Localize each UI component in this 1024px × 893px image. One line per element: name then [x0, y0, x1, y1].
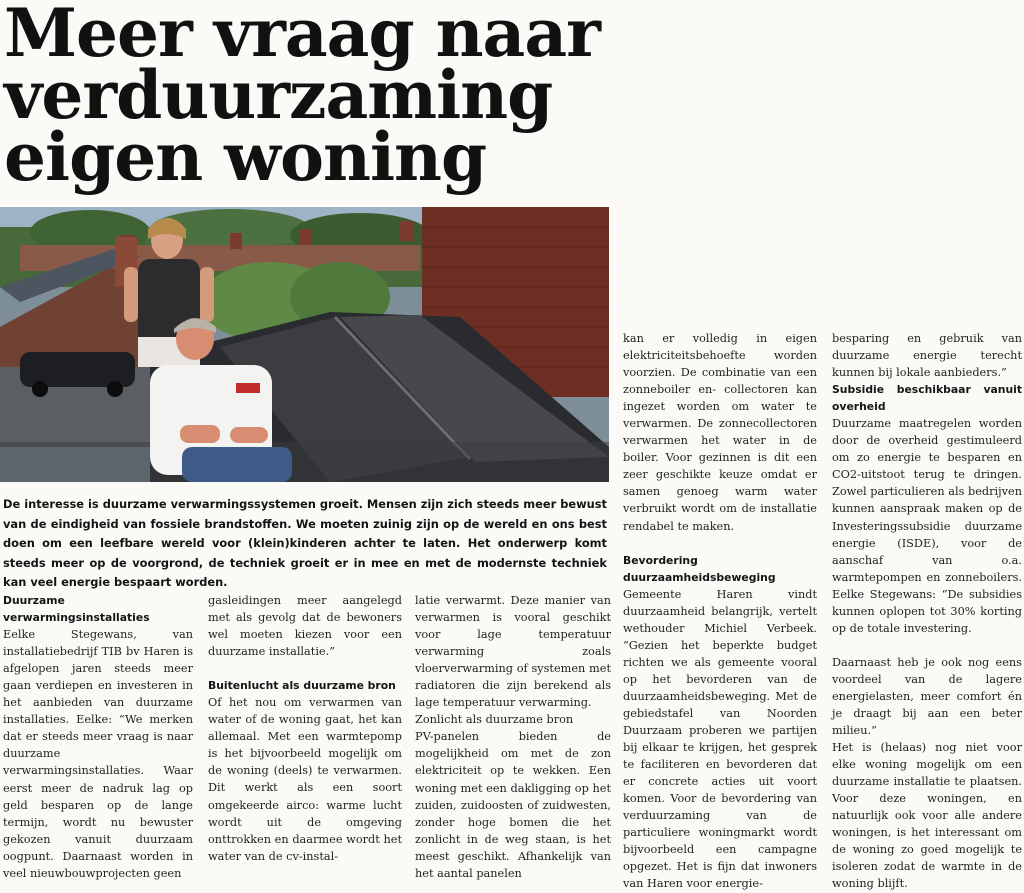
headline-line-1: Meer vraag naar [4, 0, 600, 72]
article-intro: De interesse is duurzame verwarmingssystemen groeit. Mensen zijn zich steeds meer bewust van de eindigheid van fossiele brandstoffen. We moeten zuinig zijn op de wereld en ons best doen om een leefbare wereld voor (klein)kinderen achter te laten. Het onderwerp komt steeds meer op de voorgrond, de techniek groeit er in mee en met de modernste techniek kan veel energie bespaart worden. [3, 497, 607, 590]
paragraph: Het is (helaas) nog niet voor elke woning mogelijk om een duurzame installatie te plaatsen. Voor deze woningen, en natuurlijk ook voor alle andere woningen, is het interessant om de woning zo goed mogelijk te isoleren zodat de warmte in de woning blijft. [832, 741, 1022, 891]
headline-line-3: eigen woning [4, 118, 487, 196]
article-column-3 [415, 592, 611, 882]
rooftop-photo-illustration [0, 207, 609, 482]
paragraph: Daarnaast heb je ook nog eens voordeel van de lagere energielasten, meer comfort én je draagt bij aan een beter milieu.” [832, 655, 1022, 738]
article-column-1 [3, 592, 193, 882]
paragraph: Eelke Stegewans, van installatiebedrijf TIB bv Haren is afgelopen jaren steeds meer gaan verdiepen en investeren in het aanbieden van duurzame installaties. Eelke: “We merken dat er steeds meer vraag is naar duurzame verwarmingsinstallaties. Waar eerst meer de nadruk lag op geld besparen op de lange termijn, wordt nu bewuster gekozen vanuit duurzaam oogpunt. Daarnaast worden in veel nieuwbouwprojecten geen [3, 628, 193, 880]
section-heading-bevordering: Bevordering duurzaamheidsbeweging [623, 553, 776, 584]
paragraph: Gemeente Haren vindt duurzaamheid belangrijk, vertelt wethouder Michiel Verbeek. “Gezien het beperkte budget richten we als gemeente vooral op het bevorderen van de duurzaamheidsbeweging. Met de gebiedstafel van Noorden Duurzaam proberen we partijen bij elkaar te krijgen, het gesprek te faciliteren en bevorderen dat er concrete acties uit voort komen. Voor de bevordering van verduurzaming van de particuliere woningmarkt wordt bijvoorbeeld een campagne opgezet. Het is fijn dat inwoners van Haren voor energie- [623, 587, 817, 891]
headline-line-2: verduurzaming [4, 56, 553, 134]
article-headline [4, 0, 609, 196]
article-column-4 [623, 330, 817, 893]
section-heading-subsidie: Subsidie beschikbaar vanuit overheid [832, 383, 1022, 414]
section-heading-duurzame-verwarmingsinstallaties: Duurzame verwarmingsinstallaties [3, 594, 150, 625]
paragraph: Of het nou om verwarmen van water of de woning gaat, het kan allemaal. Met een warmtepomp is het bijvoorbeeld mogelijk om de woning (deels) te verwarmen. Dit werkt als een soort omgekeerde airco: warme lucht wordt uit de omgeving onttrokken en daarmee wordt het water van de cv-instal- [208, 696, 402, 863]
paragraph: kan er volledig in eigen elektriciteitsbehoefte worden voorzien. De combinatie van een zonneboiler en- collectoren kan ingezet worden om water te verwarmen. De zonnecollectoren verwarmen het water in de boiler. Voor gezinnen is dit een zeer geschikte keuze omdat er samen genoeg warm water verbruikt wordt om de installatie rendabel te maken. [623, 332, 817, 533]
paragraph: Duurzame maatregelen worden door de overheid gestimuleerd om zo energie te besparen en CO2-uitstoot terug te dringen. Zowel particulieren als bedrijven kunnen aanspraak maken op de Investeringssubsidie duurzame energie (ISDE), voor de aanschaf van o.a. warmtepompen en zonneboilers. Eelke Stegewans: “De subsidies kunnen oplopen tot 30% korting op de totale investering. [832, 417, 1022, 635]
article-photo [0, 207, 609, 482]
paragraph: PV-panelen bieden de mogelijkheid om met de zon elektriciteit op te wekken. Een woning met een dakligging op het zuiden, zuidoosten of zuidwesten, zonder hoge bomen die het zonlicht in de weg staan, is het meest geschikt. Afhankelijk van het aantal panelen [415, 730, 611, 880]
paragraph: gasleidingen meer aangelegd met als gevolg dat de bewoners wel moeten kiezen voor een duurzame installatie.” [208, 594, 402, 659]
paragraph: besparing en gebruik van duurzame energie terecht kunnen bij lokale aanbieders.” [832, 332, 1022, 380]
section-heading-buitenlucht: Buitenlucht als duurzame bron [208, 679, 396, 693]
article-column-2 [208, 592, 402, 865]
article-column-5 [832, 330, 1022, 893]
paragraph-lead: Zonlicht als duurzame bron [415, 713, 574, 727]
paragraph: latie verwarmt. Deze manier van verwarmen is vooral geschikt voor lage temperatuur verwarming zoals vloerverwarming of systemen met radiatoren die zijn berekend als lage temperatuur verwarming. [415, 594, 611, 710]
